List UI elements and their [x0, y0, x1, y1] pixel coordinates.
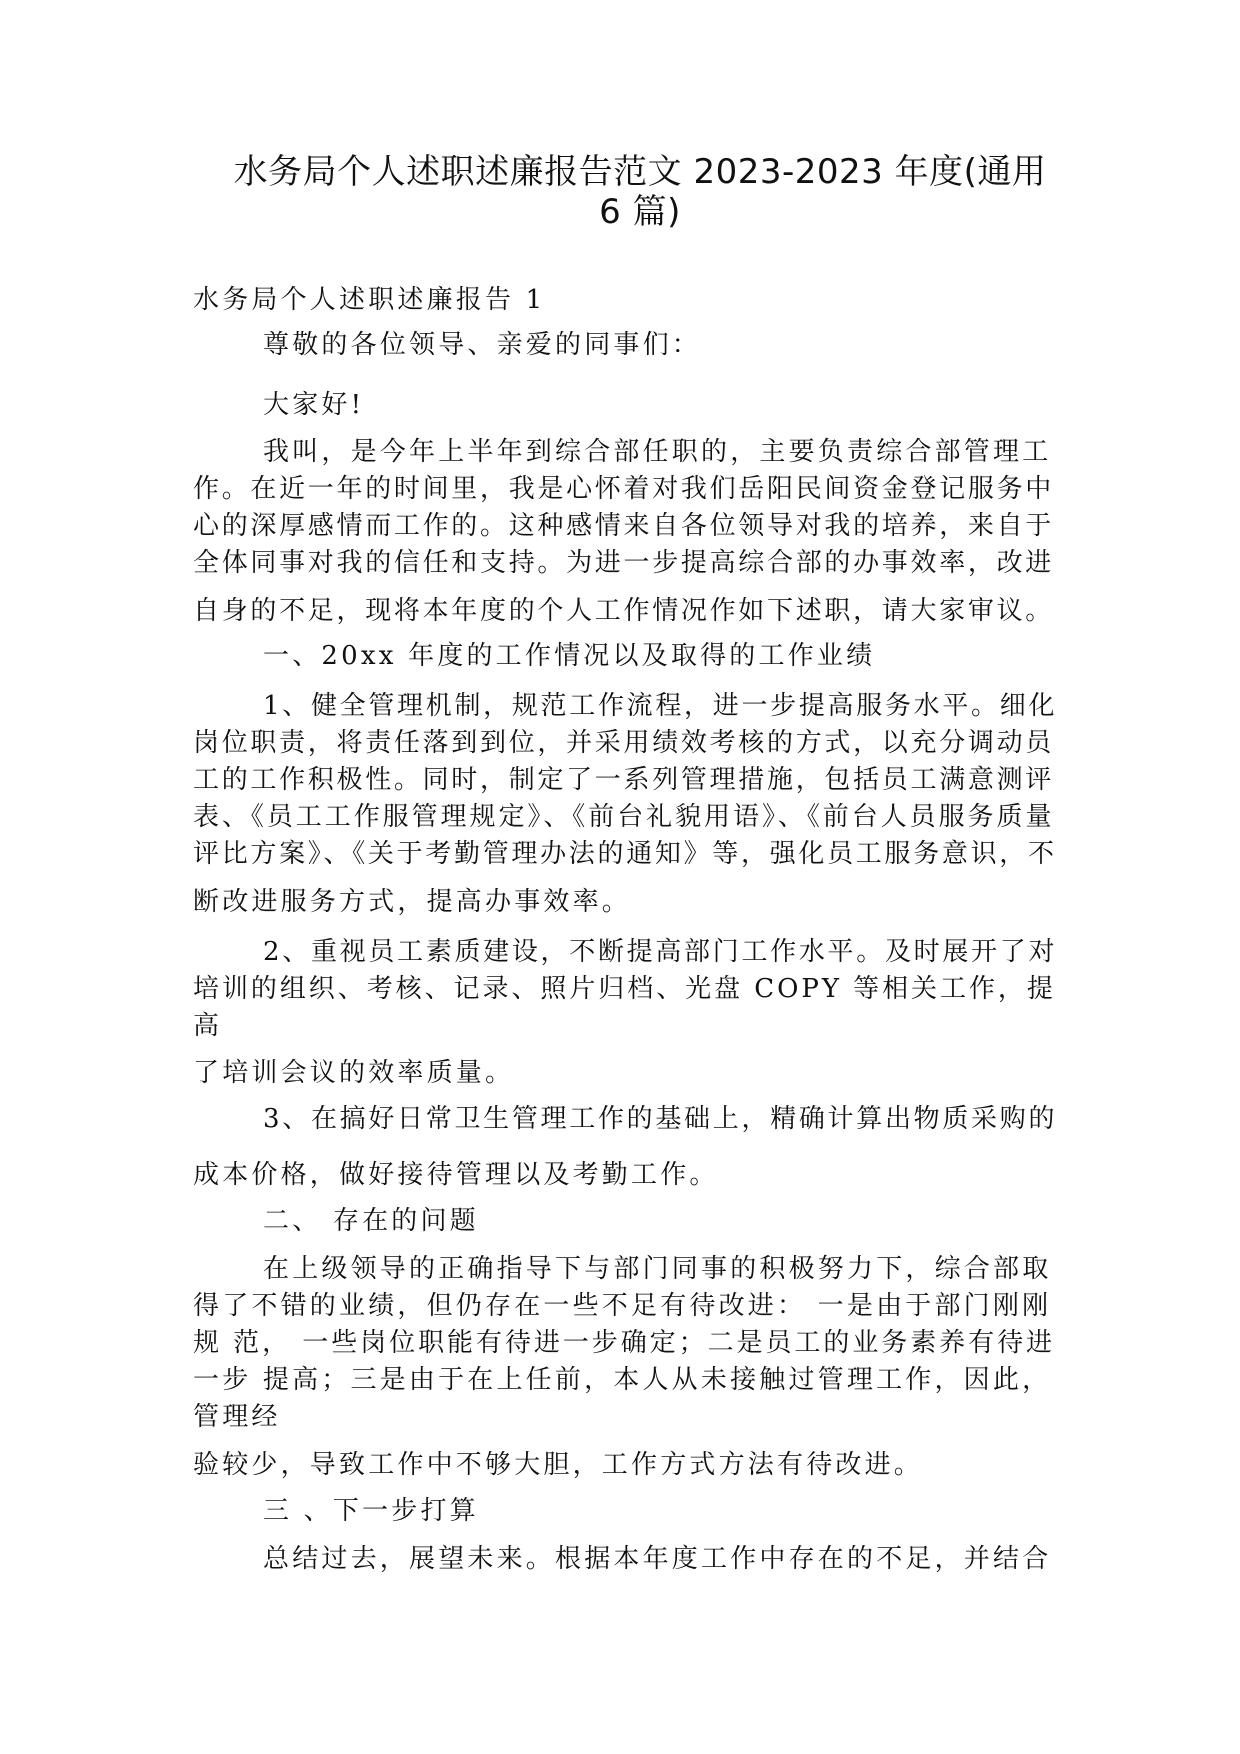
body-line: 一步 提高；三是由于在上任前，本人从未接触过管理工作，因此， [193, 1365, 1052, 1395]
body-line: 在上级领导的正确指导下与部门同事的积极努力下，综合部取 [263, 1254, 1052, 1284]
body-line: 评比方案》、《关于考勤管理办法的通知》等，强化员工服务意识，不 [193, 839, 1057, 869]
body-line: 作。在近一年的时间里，我是心怀着对我们岳阳民间资金登记服务中 [193, 474, 1055, 504]
document-title [230, 152, 1050, 232]
title-line-2: 6 篇) [599, 192, 681, 232]
body-line: 表、《员工工作服管理规定》、《前台礼貌用语》、《前台人员服务质量 [193, 802, 1055, 832]
body-line: 1、健全管理机制，规范工作流程，进一步提高服务水平。细化 [263, 691, 1058, 721]
body-line: 我叫，是今年上半年到综合部任职的，主要负责综合部管理工 [263, 437, 1052, 467]
body-line: 管理经 [193, 1402, 281, 1432]
body-line: 二、 存在的问题 [263, 1206, 479, 1236]
body-line: 3、在搞好日常卫生管理工作的基础上，精确计算出物质采购的 [263, 1104, 1058, 1134]
body-line: 高 [193, 1011, 223, 1041]
body-line: 规 范， 一些岗位职能有待进一步确定；二是员工的业务素养有待进 [193, 1328, 1055, 1358]
body-line: 三 、下一步打算 [263, 1496, 479, 1526]
body-line: 断改进服务方式，提高办事效率。 [193, 887, 632, 917]
body-line: 了培训会议的效率质量。 [193, 1058, 515, 1088]
body-line: 大家好! [263, 390, 365, 420]
body-line: 验较少，导致工作中不够大胆，工作方式方法有待改进。 [193, 1450, 924, 1480]
section-heading: 水务局个人述职述廉报告 1 [193, 285, 546, 315]
body-line: 得了不错的业绩，但仍存在一些不足有待改进： 一是由于部门刚刚 [193, 1291, 1052, 1321]
body-line: 成本价格，做好接待管理以及考勤工作。 [193, 1160, 719, 1190]
body-line: 工的工作积极性。同时，制定了一系列管理措施，包括员工满意测评 [193, 765, 1055, 795]
body-line: 2、重视员工素质建设，不断提高部门工作水平。及时展开了对 [263, 937, 1058, 967]
title-line-1: 水务局个人述职述廉报告范文 2023-2023 年度(通用 [233, 152, 1047, 192]
body-line: 尊敬的各位领导、亲爱的同事们： [263, 330, 702, 360]
body-line: 岗位职责，将责任落到到位，并采用绩效考核的方式，以充分调动员 [193, 728, 1055, 758]
body-line: 心的深厚感情而工作的。这种感情来自各位领导对我的培养，来自于 [193, 511, 1055, 541]
body-line: 全体同事对我的信任和支持。为进一步提高综合部的办事效率，改进 [193, 548, 1055, 578]
body-line: 一、20xx 年度的工作情况以及取得的工作业绩 [263, 641, 876, 671]
body-line: 自身的不足，现将本年度的个人工作情况作如下述职，请大家审议。 [193, 596, 1055, 626]
body-line: 总结过去，展望未来。根据本年度工作中存在的不足，并结合 [263, 1544, 1052, 1574]
body-line: 培训的组织、考核、记录、照片归档、光盘 COPY 等相关工作，提 [193, 974, 1056, 1004]
